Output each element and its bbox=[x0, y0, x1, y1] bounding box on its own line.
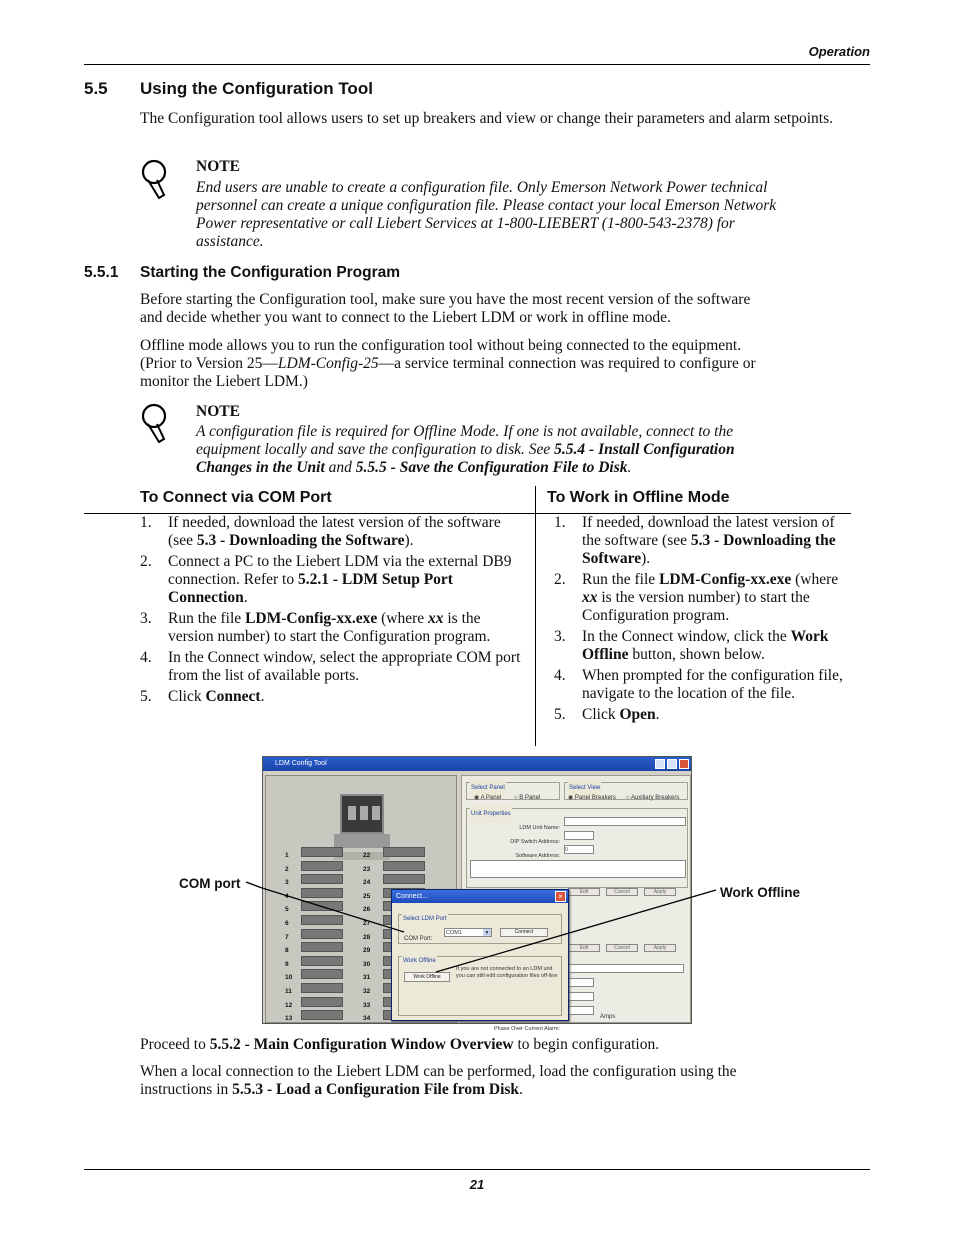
breaker-number: 12 bbox=[285, 1001, 293, 1009]
com-port-steps bbox=[140, 514, 528, 709]
breaker-name-field[interactable] bbox=[564, 964, 684, 973]
breaker-number: 23 bbox=[363, 865, 371, 873]
software-address-field[interactable]: 0 bbox=[564, 845, 594, 854]
close-icon[interactable]: × bbox=[555, 891, 566, 902]
select-ldm-port-label: Select LDM Port bbox=[402, 910, 448, 928]
breaker-number: 30 bbox=[363, 960, 371, 968]
edit-button[interactable]: Edit bbox=[568, 944, 600, 952]
radio-b-panel[interactable]: ○ B Panel bbox=[514, 795, 541, 801]
ldm-unit-name-label: LDM Unit Name: bbox=[519, 825, 560, 831]
connect-dialog bbox=[391, 889, 569, 1021]
breaker-slot[interactable] bbox=[301, 888, 343, 898]
note-title: NOTE bbox=[196, 158, 240, 175]
breaker-number: 13 bbox=[285, 1015, 293, 1023]
breaker-number: 7 bbox=[285, 933, 289, 941]
column-heading-offline: To Work in Offline Mode bbox=[547, 489, 730, 506]
breaker-number: 2 bbox=[285, 865, 289, 873]
breaker-number: 6 bbox=[285, 920, 289, 927]
breaker-number: 9 bbox=[285, 960, 289, 968]
list-item: 2. Run the file LDM-Config-xx.exe (where xx is the version number) to start the Configuration program. bbox=[554, 571, 839, 624]
section-heading-5-5-1: 5.5.1 Starting the Configuration Program bbox=[84, 264, 401, 281]
description-field[interactable] bbox=[470, 860, 686, 878]
breaker-slot[interactable] bbox=[301, 1010, 343, 1020]
com-port-callout: COM port bbox=[179, 876, 241, 891]
header-rule bbox=[84, 64, 870, 65]
breaker-slot[interactable] bbox=[383, 861, 425, 871]
maximize-icon[interactable] bbox=[667, 759, 677, 769]
ldm-unit-name-field[interactable] bbox=[564, 817, 686, 826]
note-body: A configuration file is required for Offline Mode. If one is not available, connect to the equipment locally and save the configuration to disk. See 5.5.4 - Install Configuration Changes in the Unit and 5.5.5 - Save the Configuration File to Disk. bbox=[196, 423, 735, 476]
list-item: 3. Run the file LDM-Config-xx.exe (where xx is the version number) to start the Configuration program. bbox=[140, 610, 491, 645]
list-item: 4. In the Connect window, select the appropriate COM port from the list of available ports. bbox=[140, 649, 521, 684]
apply-button[interactable]: Apply bbox=[644, 888, 676, 896]
breaker-number: 27 bbox=[363, 920, 371, 927]
amps-label: Amps bbox=[600, 1014, 616, 1020]
breaker-slot[interactable] bbox=[301, 901, 343, 911]
breaker-slot[interactable] bbox=[301, 874, 343, 884]
breaker-number: 25 bbox=[363, 892, 371, 900]
breaker-number: 28 bbox=[363, 933, 371, 941]
breaker-slot[interactable] bbox=[301, 942, 343, 952]
radio-aux-breakers[interactable]: ○ Auxiliary Breakers bbox=[626, 795, 680, 801]
breaker-number: 5 bbox=[285, 906, 289, 914]
select-panel-label: Select Panel bbox=[470, 779, 506, 797]
work-offline-label: Work Offline bbox=[402, 952, 437, 970]
software-address-label: Software Address: bbox=[515, 853, 560, 859]
page-number: 21 bbox=[469, 1177, 485, 1192]
breaker-number: 1 bbox=[285, 852, 289, 859]
breaker-number: 31 bbox=[363, 974, 371, 982]
cancel-button[interactable]: Cancel bbox=[606, 888, 638, 896]
breaker-slot[interactable] bbox=[301, 956, 343, 966]
breaker-number: 33 bbox=[363, 1001, 371, 1009]
select-view-label: Select View bbox=[568, 779, 601, 797]
breaker-number: 26 bbox=[363, 906, 371, 914]
note-body: End users are unable to create a configuration file. Only Emerson Network Power technical personnel can create a unique configuration file. Please contact your local Emerson Network Power representative or call Liebert Services at 1-800-LIEBERT (1-800-543-2378) for assistance. bbox=[196, 179, 777, 250]
list-item: 3. In the Connect window, click the Work Offline button, shown below. bbox=[554, 628, 829, 663]
dialog-titlebar: Connect... bbox=[392, 890, 568, 903]
breaker-number: 32 bbox=[363, 988, 371, 995]
breaker-slot[interactable] bbox=[301, 915, 343, 925]
com-port-select[interactable]: COM1 ▼ bbox=[444, 928, 492, 937]
radio-panel-breakers[interactable]: ◉ Panel Breakers bbox=[568, 795, 616, 801]
magnifier-icon bbox=[138, 402, 172, 446]
breaker-slot[interactable] bbox=[383, 847, 425, 857]
cancel-button[interactable]: Cancel bbox=[606, 944, 638, 952]
breaker-slot[interactable] bbox=[301, 861, 343, 871]
breaker-number: 10 bbox=[285, 974, 293, 982]
dip-switch-field[interactable] bbox=[564, 831, 594, 840]
list-item: 4. When prompted for the configuration file, navigate to the location of the file. bbox=[554, 667, 843, 702]
phase-over-current-label: Phase Over Current Alarm: bbox=[493, 1026, 560, 1032]
breaker-slot[interactable] bbox=[383, 874, 425, 884]
running-header: Operation bbox=[808, 44, 870, 59]
magnifier-icon bbox=[138, 158, 172, 202]
section-heading-5-5: 5.5 Using the Configuration Tool bbox=[84, 79, 373, 98]
breaker-slot[interactable] bbox=[301, 983, 343, 993]
breaker-number: 29 bbox=[363, 947, 371, 955]
panel-main-breaker bbox=[340, 794, 384, 834]
breaker-slot[interactable] bbox=[301, 929, 343, 939]
breaker-number: 4 bbox=[285, 892, 289, 900]
paragraph-local-connection: When a local connection to the Liebert LDM can be performed, load the configuration using the instructions in 5.5.3 - Load a Configuration File from Disk. bbox=[140, 1063, 737, 1098]
list-item: 2. Connect a PC to the Liebert LDM via the external DB9 connection. Refer to 5.2.1 - LDM Setup Port Connection. bbox=[140, 553, 512, 606]
com-port-label: COM Port: bbox=[404, 936, 433, 942]
dip-switch-label: DIP Switch Address: bbox=[510, 839, 560, 845]
breaker-number: 3 bbox=[285, 879, 289, 887]
breaker-slot[interactable] bbox=[301, 997, 343, 1007]
work-offline-button[interactable]: Work Offline bbox=[404, 972, 450, 982]
connect-button[interactable]: Connect bbox=[500, 928, 548, 937]
offline-help-text: If you are not connected to an LDM unit you can still edit configuration files off-line bbox=[456, 966, 558, 979]
breaker-number: 8 bbox=[285, 947, 289, 955]
list-item: 5. Click Connect. bbox=[140, 688, 265, 705]
breaker-slot[interactable] bbox=[301, 969, 343, 979]
close-icon[interactable] bbox=[679, 759, 689, 769]
breaker-number: 22 bbox=[363, 852, 371, 859]
footer-rule bbox=[84, 1169, 870, 1170]
minimize-icon[interactable] bbox=[655, 759, 665, 769]
radio-a-panel[interactable]: ◉ A Panel bbox=[474, 795, 502, 801]
column-heading-com-port: To Connect via COM Port bbox=[140, 489, 332, 506]
chevron-down-icon: ▼ bbox=[484, 930, 490, 936]
paragraph-proceed: Proceed to 5.5.2 - Main Configuration Window Overview to begin configuration. bbox=[140, 1036, 660, 1053]
paragraph-before-starting: Before starting the Configuration tool, make sure you have the most recent version of the software and decide whether you want to connect to the Liebert LDM or work in offline mode. bbox=[140, 291, 751, 326]
breaker-number: 11 bbox=[285, 988, 292, 995]
note-title: NOTE bbox=[196, 403, 240, 420]
window-titlebar: LDM Config Tool bbox=[263, 757, 691, 771]
column-divider bbox=[535, 486, 536, 746]
config-tool-screenshot bbox=[262, 756, 692, 1032]
work-offline-callout: Work Offline bbox=[720, 885, 801, 900]
edit-button[interactable]: Edit bbox=[568, 888, 600, 896]
apply-button[interactable]: Apply bbox=[644, 944, 676, 952]
unit-properties-label: Unit Properties bbox=[470, 805, 512, 823]
breaker-slot[interactable] bbox=[301, 847, 343, 857]
list-item: 5. Click Open. bbox=[554, 706, 660, 723]
offline-steps bbox=[554, 514, 846, 727]
intro-paragraph: The Configuration tool allows users to set up breakers and view or change their parameters and alarm setpoints. bbox=[140, 110, 833, 127]
breaker-number: 24 bbox=[363, 879, 371, 887]
breaker-number: 34 bbox=[363, 1015, 371, 1023]
paragraph-offline-mode: Offline mode allows you to run the configuration tool without being connected to the equipment. (Prior to Version 25—LDM-Config-25—a service terminal connection was required to configure or monitor the Liebert LDM.) bbox=[140, 337, 756, 390]
list-item: 1. If needed, download the latest version of the software (see 5.3 - Downloading the Software). bbox=[140, 514, 501, 549]
list-item: 1. If needed, download the latest version of the software (see 5.3 - Downloading the Software). bbox=[554, 514, 836, 567]
